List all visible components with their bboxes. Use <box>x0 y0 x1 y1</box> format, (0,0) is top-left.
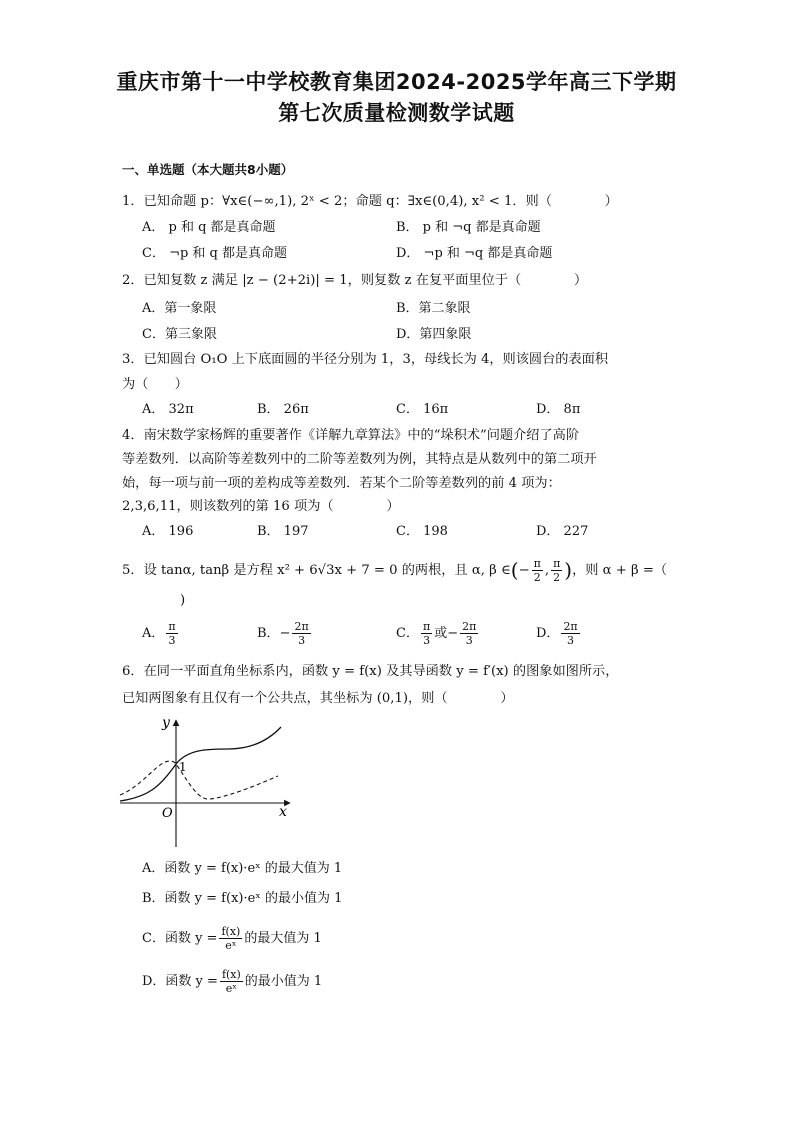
graph-one-label: 1 <box>179 760 187 774</box>
question-4-text-line-3: 始，每一项与前一项的差构成等差数列．若某个二阶等差数列的前 4 项为： <box>122 476 561 491</box>
question-2-option-a: A．第一象限 <box>142 301 217 316</box>
question-6-option-c: C．函数 y = $\frac{f(x)}{\text{eˣ}}$ 的最大值为 1 <box>142 925 322 952</box>
question-2-option-c: C．第三象限 <box>142 327 217 342</box>
question-5-option-d: D． $\frac{2\pi}{3}$ <box>536 620 578 647</box>
question-5-text-a: 5．设 tanα, tanβ 是方程 x² + 6√3x + 7 = 0 的两根，且 α, β ∈ <box>122 563 511 578</box>
option-c-fraction: $\frac{f(x)}{\text{eˣ}}$ <box>221 925 241 952</box>
question-1-text: 1．已知命题 p：∀x∈(−∞,1), 2ˣ < 2；命题 q：∃x∈(0,4), x² < 1．则（ ） <box>122 194 618 209</box>
question-6-option-d: D．函数 y = $\frac{f(x)}{\text{eˣ}}$ 的最小值为 1 <box>142 968 323 995</box>
question-6-text-line-2: 已知两图象有且仅有一个公共点，其坐标为 (0,1)，则（ ） <box>122 691 514 706</box>
option-c-fraction-1: $\frac{\pi}{3}$ <box>422 620 431 647</box>
question-5-option-a: A． $\frac{\pi}{3}$ <box>142 620 176 647</box>
question-4-option-c: C． 198 <box>396 524 448 539</box>
question-3-text-line-1: 3．已知圆台 O₁O 上下底面圆的半径分别为 1，3，母线长为 4，则该圆台的表面积 <box>122 352 609 367</box>
question-2-option-b: B．第二象限 <box>396 301 471 316</box>
option-d-fraction: $\frac{2\pi}{3}$ <box>563 620 578 647</box>
right-paren: ) <box>564 558 573 582</box>
question-4-option-a: A． 196 <box>142 524 194 539</box>
graph-y-label: y <box>162 715 170 731</box>
question-6-text-line-1: 6．在同一平面直角坐标系内，函数 y = f(x) 及其导函数 y = f′(x) 的图象如图所示， <box>122 664 619 679</box>
graph-origin-label: O <box>162 806 173 821</box>
option-c-fraction-2: $\frac{2\pi}{3}$ <box>462 620 477 647</box>
option-a-fraction: $\frac{\pi}{3}$ <box>168 620 176 647</box>
interval-left-fraction: $\frac{\pi}{2}$ <box>533 557 541 584</box>
question-5-text-b: ，则 α + β =（ <box>572 563 668 578</box>
title-line-2: 第七次质量检测数学试题 <box>278 101 515 125</box>
question-4-text-line-4: 2,3,6,11，则该数列的第 16 项为（ ） <box>122 499 400 514</box>
question-1-option-a: A． p 和 q 都是真命题 <box>142 220 276 235</box>
question-3-text-line-2: 为（ ） <box>122 377 188 392</box>
question-3-option-a: A． 32π <box>142 402 194 417</box>
left-paren: ( <box>510 558 519 582</box>
question-1-option-c: C． ¬p 和 q 都是真命题 <box>142 246 288 261</box>
question-5-text-line-1 <box>122 557 667 584</box>
option-d-fraction-q6: $\frac{f(x)}{\text{eˣ}}$ <box>221 968 241 995</box>
question-4-text-line-1: 4．南宋数学家杨辉的重要著作《详解九章算法》中的“垛积术”问题介绍了高阶 <box>122 428 580 443</box>
interval-separator: , <box>544 563 550 578</box>
section-heading: 一、单选题（本大题共8小题） <box>122 162 294 177</box>
graph-x-label: x <box>279 804 287 820</box>
question-4-option-b: B． 197 <box>257 524 309 539</box>
question-6-option-b: B．函数 y = f(x)·eˣ 的最小值为 1 <box>142 891 343 906</box>
function-graph <box>118 715 298 850</box>
question-2-option-d: D．第四象限 <box>396 327 472 342</box>
question-5-option-b: B．− $\frac{2\pi}{3}$ <box>257 620 309 647</box>
question-2-text: 2．已知复数 z 满足 |z − (2+2i)| = 1，则复数 z 在复平面里位于（ ） <box>122 273 588 288</box>
title-line-1: 重庆市第十一中学校教育集团2024-2025学年高三下学期 <box>116 70 677 94</box>
f-curve <box>120 727 281 801</box>
question-1-option-d: D． ¬p 和 ¬q 都是真命题 <box>396 246 553 261</box>
question-5-option-c: C． $\frac{\pi}{3}$ 或− $\frac{2\pi}{3}$ <box>396 620 477 647</box>
question-4-option-d: D． 227 <box>536 524 589 539</box>
question-3-option-d: D． 8π <box>536 402 581 417</box>
f-prime-curve <box>120 761 278 799</box>
question-1-option-b: B． p 和 ¬q 都是真命题 <box>396 220 541 235</box>
question-5-text-line-2: ) <box>180 593 186 608</box>
question-3-option-c: C． 16π <box>396 402 449 417</box>
question-6-option-a: A．函数 y = f(x)·eˣ 的最大值为 1 <box>142 861 343 876</box>
interval-right-fraction: $\frac{\pi}{2}$ <box>553 557 561 584</box>
question-4-text-line-2: 等差数列．以高阶等差数列中的二阶等差数列为例，其特点是从数列中的第二项开 <box>122 452 597 467</box>
option-b-fraction: $\frac{2\pi}{3}$ <box>294 620 309 647</box>
interval-minus: − <box>518 563 530 578</box>
question-3-option-b: B． 26π <box>257 402 309 417</box>
